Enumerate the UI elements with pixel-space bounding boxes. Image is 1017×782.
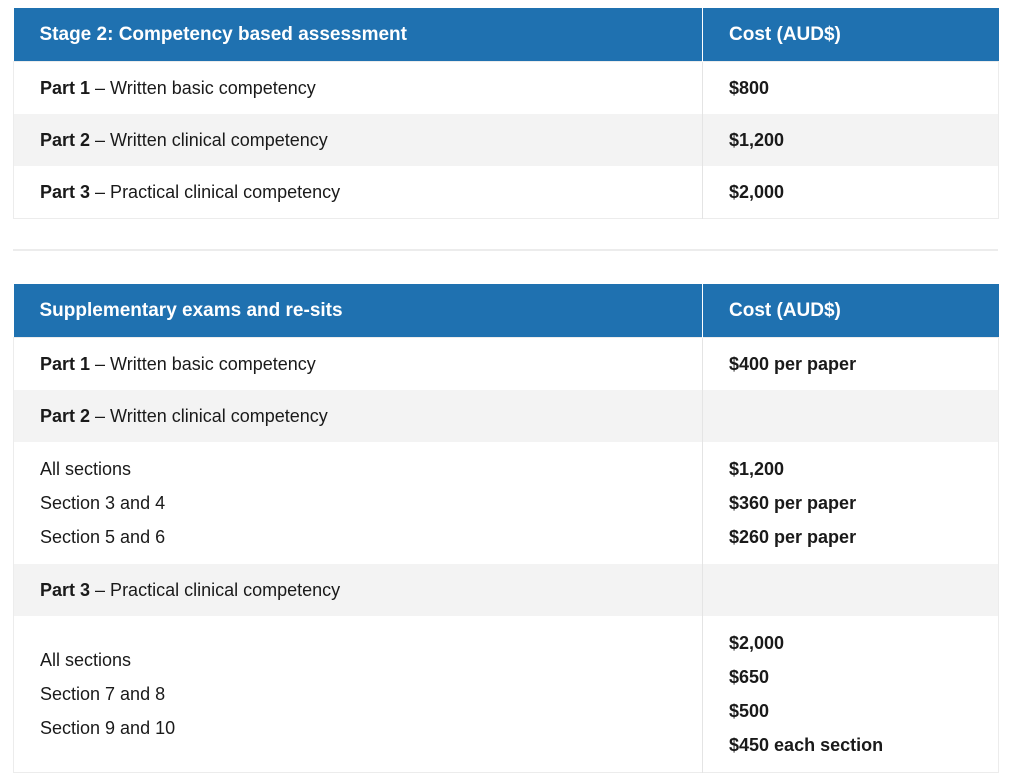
- row-cost: [703, 564, 999, 616]
- table-header-row: [14, 284, 999, 338]
- part-description: – Practical clinical competency: [95, 579, 341, 600]
- row-cost: [703, 390, 999, 442]
- part-label: Part 3: [40, 579, 91, 600]
- section-cost: $450 each section: [729, 735, 884, 755]
- section-list: [14, 616, 703, 773]
- part-label: Part 2: [40, 129, 91, 150]
- table-row: [14, 114, 999, 166]
- row-cost: $800: [729, 77, 770, 98]
- table-row: [14, 62, 999, 115]
- table-row: [14, 442, 999, 564]
- part-label: Part 1: [40, 77, 91, 98]
- section-cost: $360 per paper: [729, 493, 857, 513]
- section-item: Section 5 and 6: [40, 527, 166, 547]
- section-item: Section 7 and 8: [40, 684, 166, 704]
- part-description: – Written clinical competency: [95, 129, 328, 150]
- row-label: [14, 114, 703, 166]
- stage2-cost-table: [13, 8, 999, 219]
- supplementary-header-title: Supplementary exams and re-sits: [14, 284, 703, 338]
- section-item: All sections: [40, 650, 132, 670]
- section-costs: [703, 442, 999, 564]
- section-list: [14, 442, 703, 564]
- table-row: [14, 390, 999, 442]
- section-cost: $260 per paper: [729, 527, 857, 547]
- row-cost: $1,200: [703, 114, 999, 166]
- section-item: Section 3 and 4: [40, 493, 166, 513]
- row-cost: $2,000: [729, 181, 785, 202]
- section-cost: $2,000: [729, 633, 785, 653]
- section-item: Section 9 and 10: [40, 718, 176, 738]
- row-label: [14, 390, 703, 442]
- part-label: Part 2: [40, 405, 91, 426]
- stage2-header-title: Stage 2: Competency based assessment: [14, 8, 703, 62]
- row-label: [14, 338, 703, 391]
- section-item: All sections: [40, 459, 132, 479]
- part-label: Part 1: [40, 353, 91, 374]
- section-costs: [703, 616, 999, 773]
- row-label: [14, 564, 703, 616]
- divider: [13, 249, 998, 251]
- part-label: Part 3: [40, 181, 91, 202]
- table-row: [14, 338, 999, 391]
- section-cost: $500: [729, 701, 770, 721]
- table-row: [14, 166, 999, 219]
- part-description: – Written basic competency: [95, 77, 316, 98]
- supplementary-header-cost: Cost (AUD$): [703, 284, 999, 338]
- part-description: – Written basic competency: [95, 353, 316, 374]
- row-label: [14, 166, 703, 219]
- row-cost: $400 per paper: [729, 353, 857, 374]
- supplementary-cost-table: [13, 284, 999, 773]
- row-label: [14, 62, 703, 115]
- section-cost: $650: [729, 667, 770, 687]
- part-description: – Written clinical competency: [95, 405, 328, 426]
- table-header-row: [14, 8, 999, 62]
- stage2-header-cost: Cost (AUD$): [703, 8, 999, 62]
- table-row: [14, 616, 999, 773]
- section-cost: $1,200: [729, 459, 785, 479]
- part-description: – Practical clinical competency: [95, 181, 341, 202]
- table-row: [14, 564, 999, 616]
